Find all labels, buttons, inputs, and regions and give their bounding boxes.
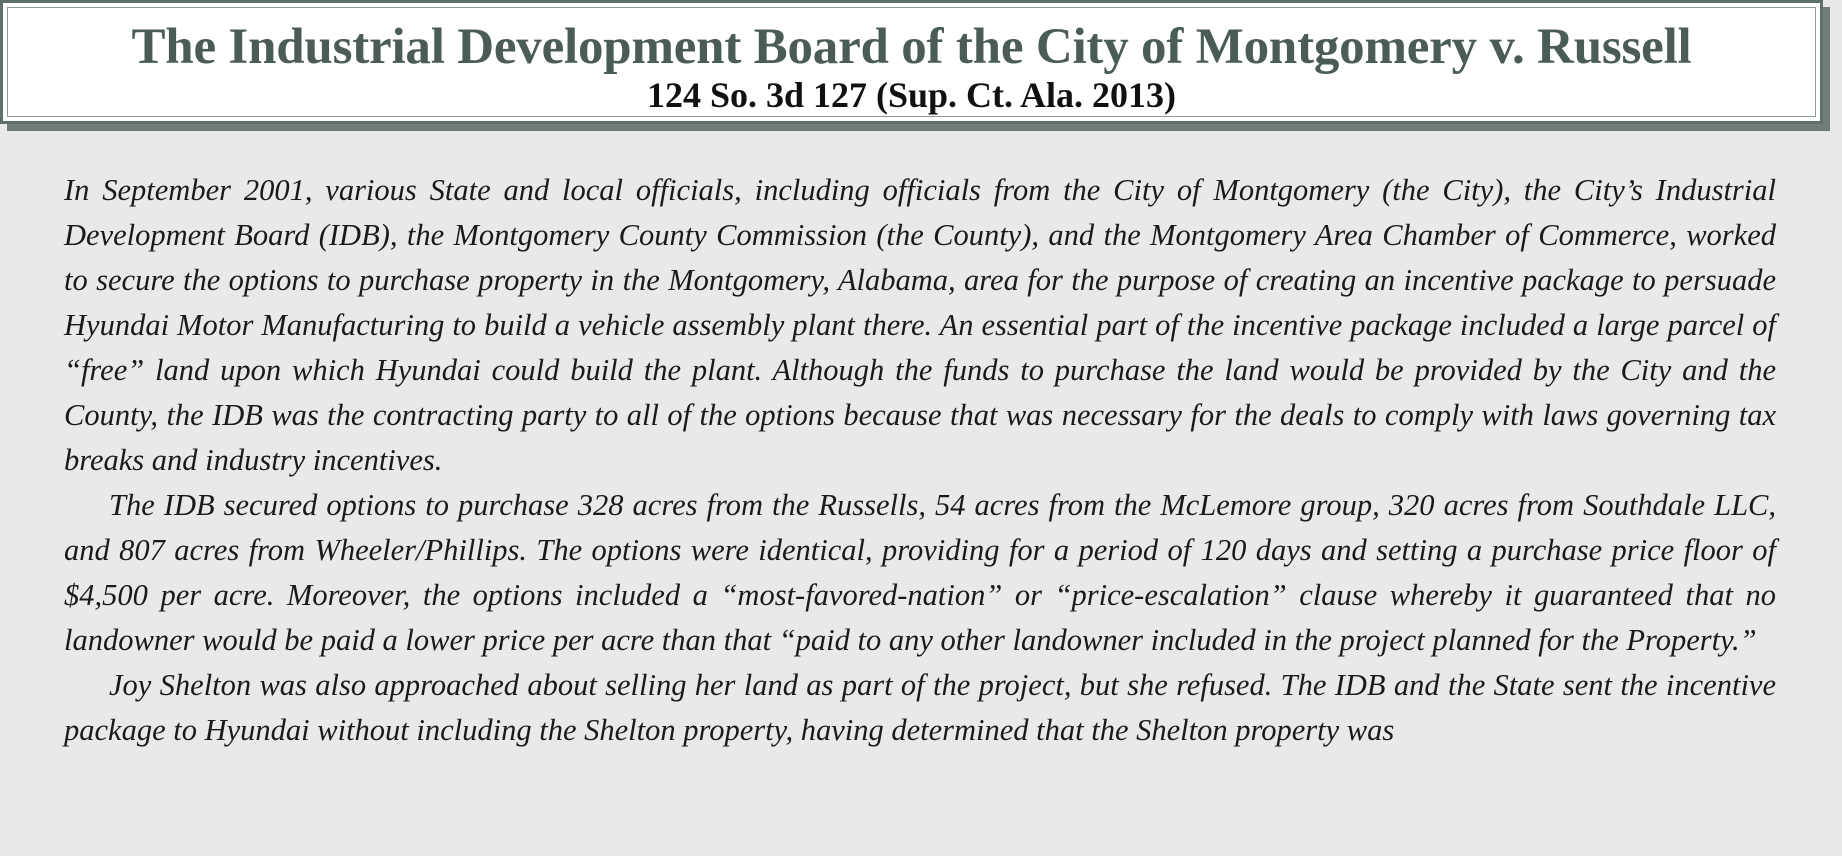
paragraph-2: The IDB secured options to purchase 328 acres from the Russells, 54 acres from the McLemore group, 320 acres from Southdale LLC, and 807 acres from Wheeler/Phillips. The options were identical, providing for a period of 120 days and setting a purchase price floor of $4,500 per acre. Moreover, the options included a “most-favored-nation” or “price-escalation” clause whereby it guaranteed that no landowner would be paid a lower price per acre than that “paid to any other landowner included in the project planned for the Property.” <box>64 488 1776 657</box>
paragraph-1: In September 2001, various State and local officials, including officials from the City of Montgomery (the City), the City’s Industrial Development Board (IDB), the Montgomery County Commission (the County), and the Montgomery Area Chamber of Commerce, worked to secure the options to purchase property in the Montgomery, Alabama, area for the purpose of creating an incentive package to persuade Hyundai Motor Manufacturing to build a vehicle assembly plant there. An essential part of the incentive package included a large parcel of “free” land upon which Hyundai could build the plant. Although the funds to purchase the land would be provided by the City and the County, the IDB was the contracting party to all of the options because that was necessary for the deals to comply with laws governing tax breaks and industry incentives. <box>64 173 1776 477</box>
case-header <box>0 0 1823 124</box>
case-title: The Industrial Development Board of the City of Montgomery v. Russell <box>131 19 1692 75</box>
case-body <box>64 168 1776 753</box>
case-citation: 124 So. 3d 127 (Sup. Ct. Ala. 2013) <box>646 75 1177 115</box>
case-header-inner-border <box>7 7 1816 117</box>
paragraph-3: Joy Shelton was also approached about selling her land as part of the project, but she refused. The IDB and the State sent the incentive package to Hyundai without including the Shelton property, having determined that the Shelton property was <box>64 668 1776 747</box>
